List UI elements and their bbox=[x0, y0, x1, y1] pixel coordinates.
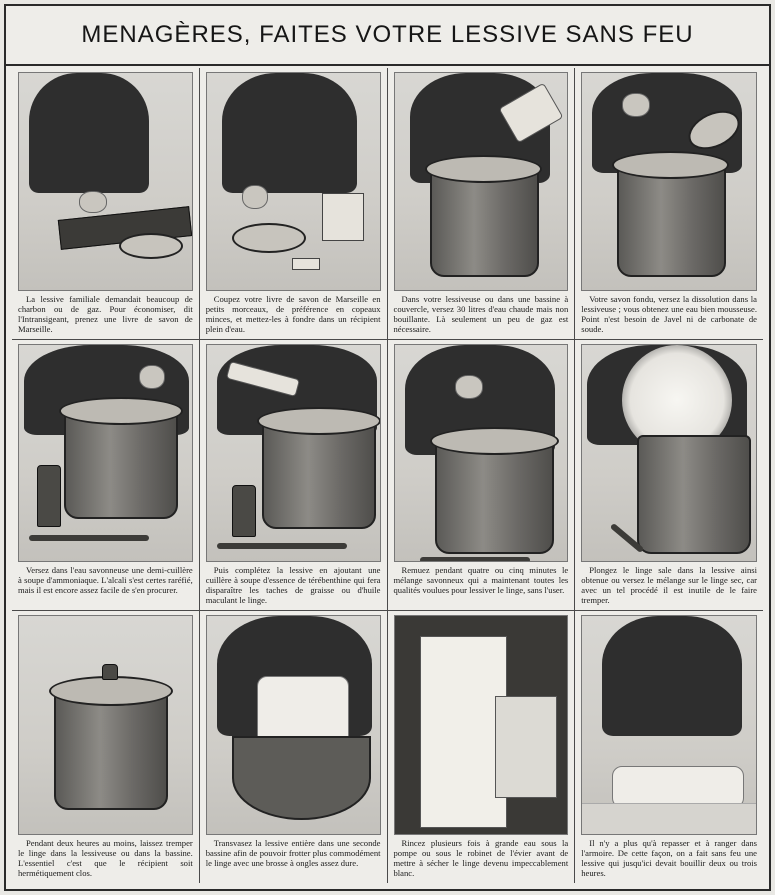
lid-handle bbox=[102, 664, 118, 680]
photo-adding-ammonia bbox=[18, 344, 193, 563]
white-linen bbox=[420, 636, 507, 828]
header bbox=[6, 6, 769, 66]
step-caption: Remuez pendant quatre ou cinq minutes le mélange savonneux qui a maintenant toutes les qualités voulues pour lessiver le linge, sans l'user. bbox=[393, 565, 569, 596]
step-panel-11 bbox=[388, 611, 576, 883]
step-caption: Rincez plusieurs fois à grande eau sous la pompe ou sous le robinet de l'évier avant de mettre à sécher le linge devenu impeccablement blanc. bbox=[393, 837, 569, 878]
photo-stirring bbox=[394, 344, 569, 563]
wash-boiler-rim bbox=[430, 427, 559, 455]
soap-bar bbox=[322, 193, 364, 241]
photo-ironing bbox=[581, 615, 757, 835]
newspaper-page bbox=[4, 4, 771, 891]
ammonia-bottle bbox=[37, 465, 61, 527]
step-panel-9 bbox=[12, 611, 200, 883]
step-caption: Dans votre lessiveuse ou dans une bassine à couvercle, versez 30 litres d'eau chaude mais non bouillante. Là seulement un peu de gaz est nécessaire. bbox=[393, 293, 569, 334]
step-panel-3 bbox=[388, 68, 576, 340]
step-panel-8 bbox=[575, 340, 763, 612]
photo-scrubbing bbox=[206, 615, 381, 835]
hand bbox=[79, 191, 107, 213]
hand bbox=[242, 185, 268, 209]
bottle bbox=[232, 485, 256, 537]
stick bbox=[420, 557, 530, 563]
person-figure bbox=[29, 73, 149, 193]
wash-boiler-rim bbox=[425, 155, 542, 183]
step-panel-1 bbox=[12, 68, 200, 340]
hand bbox=[455, 375, 483, 399]
hand bbox=[139, 365, 165, 389]
photo-adding-turpentine bbox=[206, 344, 381, 563]
photo-cutting-soap-board bbox=[18, 72, 193, 291]
soap-shavings bbox=[292, 258, 320, 270]
person-figure bbox=[222, 73, 357, 193]
bowl bbox=[119, 233, 183, 259]
step-panel-12 bbox=[575, 611, 763, 883]
step-caption: Puis complétez la lessive en ajoutant une cuillère à soupe d'essence de térébenthine qui fera disparaître les taches de graisse ou d'huile maculant le linge. bbox=[205, 565, 381, 606]
basin bbox=[232, 736, 371, 820]
step-panel-4 bbox=[575, 68, 763, 340]
spoon bbox=[29, 535, 149, 541]
photo-rinsing-linen bbox=[394, 615, 569, 835]
step-panel-2 bbox=[200, 68, 388, 340]
wash-boiler bbox=[637, 435, 751, 554]
person-figure bbox=[602, 616, 742, 736]
step-caption: Transvasez la lessive entière dans une seconde bassine afin de pouvoir frotter plus commodément le linge avec une brosse à ongles assez dure. bbox=[205, 837, 381, 868]
step-panel-5 bbox=[12, 340, 200, 612]
wash-boiler-rim bbox=[59, 397, 183, 425]
hand bbox=[622, 93, 650, 117]
step-caption: Versez dans l'eau savonneuse une demi-cuillère à soupe d'ammoniaque. L'alcali s'est certes raréfié, mais il est encore assez facile de s'en procurer. bbox=[18, 565, 193, 596]
step-caption: Pendant deux heures au moins, laissez tremper le linge dans la lessiveuse ou dans la bassine. L'essentiel c'est que le récipient soit hermétiquement clos. bbox=[18, 837, 193, 878]
photo-grid bbox=[12, 68, 763, 883]
photo-closed-boiler bbox=[18, 615, 193, 835]
wash-boiler-rim bbox=[612, 151, 729, 179]
white-linen bbox=[495, 696, 557, 798]
step-caption: Plongez le linge sale dans la lessive ainsi obtenue ou versez le mélange sur le linge sec, car avec un tel procédé il est inutile de le faire tremper. bbox=[581, 565, 757, 606]
step-panel-10 bbox=[200, 611, 388, 883]
page-title: MENAGÈRES, FAITES VOTRE LESSIVE SANS FEU bbox=[81, 21, 694, 48]
wash-boiler-rim bbox=[257, 407, 381, 435]
table-surface bbox=[582, 803, 756, 834]
spoon bbox=[217, 543, 347, 549]
bowl bbox=[232, 223, 306, 253]
step-caption: La lessive familiale demandait beaucoup de charbon ou de gaz. Pour économiser, dit l'Intransigeant, prenez une livre de savon de Marseille. bbox=[18, 293, 193, 334]
step-caption: Il n'y a plus qu'à repasser et à ranger dans l'armoire. De cette façon, on a fait sans feu une lessive qui jusqu'ici devait bouillir deux ou trois heures. bbox=[581, 837, 757, 878]
step-caption: Coupez votre livre de savon de Marseille en petits morceaux, de préférence en copeaux minces, et mettez-les à fondre dans un récipient plein d'eau. bbox=[205, 293, 381, 334]
step-panel-6 bbox=[200, 340, 388, 612]
step-caption: Votre savon fondu, versez la dissolution dans la lessiveuse ; vous obtenez une eau bien mousseuse. Point n'est besoin de Javel ni de carbonate de soude. bbox=[581, 293, 757, 334]
photo-shaving-soap bbox=[206, 72, 381, 291]
photo-pouring-water bbox=[394, 72, 569, 291]
photo-pouring-soap bbox=[581, 72, 757, 291]
step-panel-7 bbox=[388, 340, 576, 612]
photo-plunging-linen bbox=[581, 344, 757, 563]
